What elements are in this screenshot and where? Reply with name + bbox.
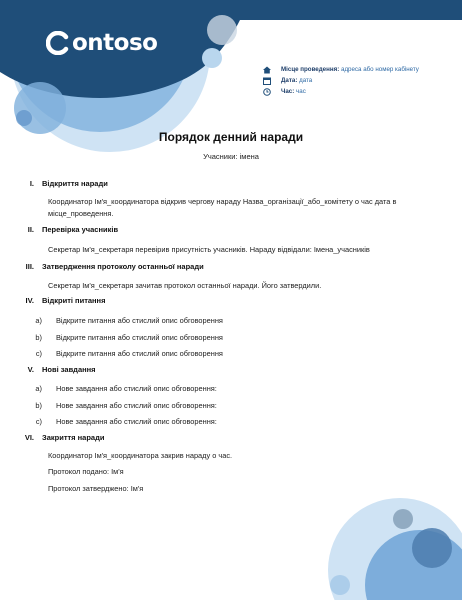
page-title: Порядок денний наради xyxy=(158,130,304,144)
deco-circle-tiny xyxy=(16,110,32,126)
date-row xyxy=(262,77,432,85)
section-title: Затвердження протоколу останньої наради xyxy=(42,262,204,271)
section-number: III. xyxy=(25,262,34,271)
section-body: Координатор Ім'я_координатора відкрив чергову нараду Назва_організації_або_комітету о час дата в місце_проведення. xyxy=(48,197,397,218)
section-minutes-approval xyxy=(0,262,204,271)
logo-text: ontoso xyxy=(72,30,158,56)
section-title: Відкриття наради xyxy=(42,179,108,188)
section-number: I. xyxy=(29,179,34,188)
logo-c-icon xyxy=(46,31,70,55)
deco-circle-small xyxy=(202,48,222,68)
deco-circle-br-left xyxy=(330,575,350,595)
closing-line: Координатор Ім'я_координатора закрив нараду о час. xyxy=(48,451,233,460)
closing-line: Протокол подано: Ім'я xyxy=(48,467,124,476)
list-item: b) Нове завдання або стислий опис обговорення: xyxy=(35,401,217,410)
section-title: Закриття наради xyxy=(42,433,105,442)
company-logo xyxy=(46,30,157,56)
meeting-info xyxy=(262,66,432,99)
section-title: Нові завдання xyxy=(42,365,96,374)
deco-circle-grey xyxy=(207,15,237,45)
section-number: II. xyxy=(27,225,34,234)
section-new-tasks xyxy=(0,365,96,374)
section-number: VI. xyxy=(24,433,34,442)
date-value: дата xyxy=(299,77,313,84)
time-value: час xyxy=(296,88,306,95)
section-number: IV. xyxy=(25,296,34,305)
section-number: V. xyxy=(27,365,34,374)
list-item: a) Нове завдання або стислий опис обговорення: xyxy=(35,384,217,393)
deco-circle-mid xyxy=(14,82,66,134)
section-body: Секретар Ім'я_секретаря перевірив присутність учасників. Нараду відвідали: Імена_учасників xyxy=(48,245,370,254)
list-item: c) Відкрите питання або стислий опис обговорення xyxy=(35,349,223,358)
section-open-issues xyxy=(0,296,105,305)
list-item: a) Відкрите питання або стислий опис обговорення xyxy=(35,316,223,325)
deco-circle-br-dark xyxy=(412,528,452,568)
section-body: Секретар Ім'я_секретаря зачитав протокол останньої наради. Його затвердили. xyxy=(48,281,322,290)
deco-circle-br-top xyxy=(393,509,413,529)
clock-icon xyxy=(262,88,271,96)
list-item: c) Нове завдання або стислий опис обговорення: xyxy=(35,417,217,426)
location-row xyxy=(262,66,432,74)
location-value: адреса або номер кабінету xyxy=(341,66,419,73)
closing-line: Протокол затверджено: Ім'я xyxy=(48,484,144,493)
section-title: Відкриті питання xyxy=(42,296,106,305)
calendar-icon xyxy=(262,77,271,85)
section-title: Перевірка учасників xyxy=(42,225,119,234)
list-item: b) Відкрите питання або стислий опис обговорення xyxy=(35,333,223,342)
time-row xyxy=(262,88,432,96)
location-label: Місце проведення: xyxy=(281,66,340,73)
date-label: Дата: xyxy=(281,77,298,84)
attendees-line: Учасники: імена xyxy=(203,152,259,161)
time-label: Час: xyxy=(281,88,295,95)
home-icon xyxy=(262,66,271,74)
section-closing xyxy=(0,433,104,442)
section-opening xyxy=(0,179,108,188)
section-attendance xyxy=(0,225,118,234)
